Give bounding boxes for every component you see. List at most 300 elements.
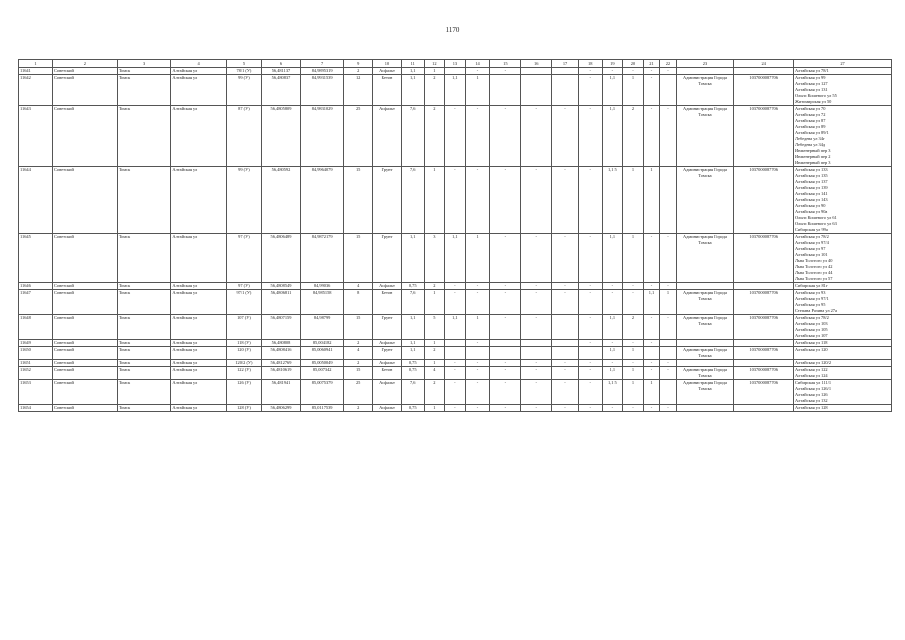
cell-addresses [794, 340, 892, 347]
address-line: Сибирская ул 81г [795, 283, 828, 288]
cell-district: Советский [52, 106, 117, 167]
column-header: 12 [424, 60, 445, 68]
registry-table [18, 59, 892, 412]
cell-c20: 2 [623, 106, 644, 167]
address-line: Житомирская ул 50 [795, 99, 832, 104]
cell-ogrn: 1037000087706 [734, 106, 794, 167]
cell-c12: 2 [424, 347, 445, 360]
cell-c14: 1 [465, 234, 490, 283]
cell-c16 [521, 340, 552, 347]
address-line: Лебедева ул 34г [795, 136, 825, 141]
cell-c21: - [643, 283, 659, 290]
cell-c16: - [521, 283, 552, 290]
cell-c20: - [623, 283, 644, 290]
column-header: 22 [660, 60, 676, 68]
cell-c9: 12 [344, 75, 373, 106]
cell-c9: 2 [344, 360, 373, 367]
cell-c15: - [490, 106, 521, 167]
cell-district: Советский [52, 75, 117, 106]
cell-c12: 1 [424, 360, 445, 367]
table-row [19, 360, 892, 367]
cell-c13 [445, 68, 466, 75]
cell-lon: 85,0075379 [301, 380, 344, 405]
address-line: Сибирская ул 111/1 [795, 380, 832, 385]
cell-c22 [660, 340, 676, 347]
cell-c16: - [521, 380, 552, 405]
cell-surface: Бетон [373, 290, 402, 315]
cell-addresses [794, 290, 892, 315]
cell-c15: - [490, 68, 521, 75]
cell-c20: 1 [623, 380, 644, 405]
cell-c15: - [490, 315, 521, 340]
cell-c11: 1,1 [401, 315, 424, 340]
cell-house: 118 (У) [226, 340, 261, 347]
cell-c15 [490, 75, 521, 106]
cell-c17 [552, 340, 579, 347]
cell-c14: - [465, 106, 490, 167]
address-line: Алтайская ул 126/1 [795, 386, 832, 391]
cell-owner: Администрация Города Томска [676, 167, 734, 234]
address-line: Алтайская ул 127 [795, 81, 828, 86]
column-header: 3 [117, 60, 171, 68]
cell-c13: - [445, 290, 466, 315]
address-line: Алтайская ул 143 [795, 197, 828, 202]
cell-c14: - [465, 405, 490, 412]
column-header: 13 [445, 60, 466, 68]
column-header: 9 [344, 60, 373, 68]
cell-c21: - [643, 106, 659, 167]
cell-house: 120/2 (У) [226, 360, 261, 367]
cell-c12: 3 [424, 234, 445, 283]
cell-c16: - [521, 290, 552, 315]
cell-c14: - [465, 360, 490, 367]
cell-house: 97 (У) [226, 283, 261, 290]
column-header: 20 [623, 60, 644, 68]
cell-c22: - [660, 405, 676, 412]
cell-street: Алтайская ул [171, 340, 227, 347]
cell-city: Томск [117, 405, 171, 412]
cell-id: 11649 [19, 340, 53, 347]
cell-ogrn [734, 283, 794, 290]
address-line: Ольги Кошевого ул 55 [795, 93, 837, 98]
cell-ogrn [734, 340, 794, 347]
cell-c19: 1,1 [602, 315, 623, 340]
cell-c9: 4 [344, 283, 373, 290]
column-header: 1 [19, 60, 53, 68]
cell-c21: - [643, 367, 659, 380]
cell-c18: - [578, 340, 602, 347]
cell-c22: - [660, 283, 676, 290]
cell-c16: - [521, 234, 552, 283]
address-line: Льва Толстого ул 57 [795, 276, 833, 281]
cell-c11: 7,6 [401, 290, 424, 315]
cell-lon: 85,0050049 [301, 360, 344, 367]
cell-c14: - [465, 167, 490, 234]
cell-street: Алтайская ул [171, 290, 227, 315]
cell-c21: - [643, 360, 659, 367]
address-line: Льва Толстого ул 40 [795, 258, 833, 263]
address-line: Алтайская ул 124 [795, 373, 828, 378]
cell-c15: - [490, 380, 521, 405]
cell-c18: - [578, 405, 602, 412]
cell-c13: - [445, 405, 466, 412]
cell-c12: 5 [424, 315, 445, 340]
cell-district: Советский [52, 283, 117, 290]
cell-c14: 1 [465, 315, 490, 340]
cell-c19: - [602, 360, 623, 367]
cell-owner: Администрация Города Томска [676, 106, 734, 167]
cell-lat: 56,4810619 [261, 367, 300, 380]
table-row [19, 405, 892, 412]
address-line: Ольги Кошевого ул 63 [795, 221, 837, 226]
cell-c21: - [643, 234, 659, 283]
cell-id: 11652 [19, 367, 53, 380]
cell-c21: - [643, 75, 659, 106]
cell-c19: - [602, 405, 623, 412]
cell-c9: 8 [344, 290, 373, 315]
cell-c17: - [552, 380, 579, 405]
cell-c20: - [623, 405, 644, 412]
cell-c18: - [578, 106, 602, 167]
column-header: 18 [578, 60, 602, 68]
cell-c20: - [623, 68, 644, 75]
address-line: Алтайская ул 89/1 [795, 130, 829, 135]
address-line: Алтайская ул 95 [795, 302, 826, 307]
address-line: Алтайская ул 118 [795, 340, 828, 345]
address-line: Алтайская ул 78/2 [795, 234, 829, 239]
address-line: Алтайская ул 105 [795, 327, 828, 332]
cell-id: 11642 [19, 75, 53, 106]
address-line: Алтайская ул 137 [795, 179, 828, 184]
cell-addresses [794, 234, 892, 283]
cell-lat: 56,4805809 [261, 106, 300, 167]
cell-c11: 1,1 [401, 68, 424, 75]
cell-c9: 15 [344, 315, 373, 340]
cell-c17: - [552, 367, 579, 380]
cell-c11: 7,6 [401, 106, 424, 167]
cell-owner [676, 283, 734, 290]
cell-surface: Асфальт [373, 68, 402, 75]
cell-house: 78/1 (У) [226, 68, 261, 75]
table-row [19, 283, 892, 290]
cell-c12: 1 [424, 68, 445, 75]
cell-c11: 1,1 [401, 75, 424, 106]
header-row [19, 60, 892, 68]
cell-c22 [660, 380, 676, 405]
cell-c11: 1,1 [401, 234, 424, 283]
cell-c21: 1,1 [643, 290, 659, 315]
cell-c14: - [465, 380, 490, 405]
cell-c11: 0,75 [401, 367, 424, 380]
cell-c17 [552, 68, 579, 75]
cell-c14: - [465, 290, 490, 315]
cell-c20: 1 [623, 367, 644, 380]
cell-c19: 1,1 [602, 106, 623, 167]
cell-id: 11643 [19, 106, 53, 167]
table-row [19, 340, 892, 347]
address-line: Инженерный пер 2 [795, 154, 831, 159]
cell-surface: Асфальт [373, 405, 402, 412]
cell-street: Алтайская ул [171, 360, 227, 367]
cell-c22: - [660, 360, 676, 367]
address-line: Льва Толстого ул 42 [795, 264, 833, 269]
cell-c20: - [623, 290, 644, 315]
cell-c12: 2 [424, 380, 445, 405]
cell-c9: 15 [344, 367, 373, 380]
cell-c18: - [578, 315, 602, 340]
cell-lat: 56,4806489 [261, 234, 300, 283]
cell-c12: 2 [424, 106, 445, 167]
cell-c18: - [578, 360, 602, 367]
cell-lat: 56,4807159 [261, 315, 300, 340]
cell-c9: 15 [344, 234, 373, 283]
cell-c18: - [578, 367, 602, 380]
cell-addresses [794, 367, 892, 380]
cell-ogrn [734, 405, 794, 412]
cell-lat: 56,4812769 [261, 360, 300, 367]
cell-c9: 25 [344, 106, 373, 167]
cell-district: Советский [52, 167, 117, 234]
cell-c17: - [552, 167, 579, 234]
cell-c19: 1,1 5 [602, 380, 623, 405]
cell-c12: 1 [424, 167, 445, 234]
cell-c9: 15 [344, 167, 373, 234]
address-line: Алтайская ул 87 [795, 118, 826, 123]
cell-owner [676, 68, 734, 75]
cell-c21: 1 [643, 380, 659, 405]
table-row [19, 290, 892, 315]
cell-c16 [521, 68, 552, 75]
cell-c13: 1,1 [445, 75, 466, 106]
cell-c12: 1 [424, 405, 445, 412]
cell-lat: 56,4806299 [261, 405, 300, 412]
cell-ogrn: 1037000087706 [734, 234, 794, 283]
cell-owner: Администрация Города Томска [676, 290, 734, 315]
cell-surface: Грунт [373, 234, 402, 283]
cell-c13: 1,1 [445, 315, 466, 340]
cell-district: Советский [52, 68, 117, 75]
cell-c17: - [552, 283, 579, 290]
address-line: Алтайская ул 97/1 [795, 296, 829, 301]
cell-house: 97/1 (У) [226, 290, 261, 315]
cell-c18: - [578, 75, 602, 106]
cell-c11: 7,6 [401, 167, 424, 234]
column-header: 7 [301, 60, 344, 68]
cell-city: Томск [117, 347, 171, 360]
cell-c17: - [552, 106, 579, 167]
cell-city: Томск [117, 340, 171, 347]
cell-c13 [445, 340, 466, 347]
cell-lat: 56,4808549 [261, 283, 300, 290]
address-line: Алтайская ул 131 [795, 87, 828, 92]
address-line: Алтайская ул 128 [795, 405, 828, 410]
cell-c14: - [465, 340, 490, 347]
cell-c22 [660, 167, 676, 234]
address-line: Алтайская ул 132 [795, 398, 828, 403]
column-header: 15 [490, 60, 521, 68]
cell-c15: - [490, 367, 521, 380]
cell-addresses [794, 68, 892, 75]
cell-c15: - [490, 167, 521, 234]
address-line: Алтайская ул 141 [795, 191, 828, 196]
cell-id: 11647 [19, 290, 53, 315]
cell-lon: 85,0060941 [301, 347, 344, 360]
column-header: 17 [552, 60, 579, 68]
cell-c9: 2 [344, 340, 373, 347]
cell-c21: - [643, 68, 659, 75]
cell-c11: 1,1 [401, 340, 424, 347]
cell-addresses [794, 347, 892, 360]
cell-c18: - [578, 380, 602, 405]
address-line: Ольги Кошевого ул 61 [795, 215, 837, 220]
cell-c12: 1 [424, 340, 445, 347]
cell-c20: 1 [623, 234, 644, 283]
cell-street: Алтайская ул [171, 347, 227, 360]
cell-c14: - [465, 367, 490, 380]
table-row [19, 68, 892, 75]
cell-c9: 2 [344, 68, 373, 75]
column-header: 16 [521, 60, 552, 68]
cell-lon: 84,9872179 [301, 234, 344, 283]
cell-surface: Грунт [373, 347, 402, 360]
address-line: Алтайская ул 139 [795, 185, 828, 190]
cell-c19: - [602, 290, 623, 315]
address-line: Алтайская ул 78/1 [795, 68, 829, 73]
cell-district: Советский [52, 380, 117, 405]
address-line: Алтайская ул 93 [795, 290, 826, 295]
table-row [19, 75, 892, 106]
cell-owner: Администрация Города Томска [676, 75, 734, 106]
cell-c20: 1 [623, 347, 644, 360]
address-line: Алтайская ул 101 [795, 252, 828, 257]
cell-house: 126 (У) [226, 380, 261, 405]
cell-c15: - [490, 360, 521, 367]
cell-owner: Администрация Города Томска [676, 347, 734, 360]
cell-c13: 1,1 [445, 234, 466, 283]
cell-c16: - [521, 167, 552, 234]
cell-lon: 85,004182 [301, 340, 344, 347]
cell-c12: 2 [424, 75, 445, 106]
cell-lon: 85,0117539 [301, 405, 344, 412]
cell-lat: 56,481941 [261, 380, 300, 405]
cell-c12: 1 [424, 290, 445, 315]
cell-c22: 1 [660, 290, 676, 315]
cell-id: 11653 [19, 380, 53, 405]
cell-c9: 25 [344, 380, 373, 405]
cell-surface: Асфальт [373, 340, 402, 347]
column-header: 19 [602, 60, 623, 68]
cell-surface: Асфальт [373, 106, 402, 167]
cell-c19: 1,1 [602, 347, 623, 360]
cell-c12: 4 [424, 367, 445, 380]
table-body [19, 60, 892, 412]
cell-street: Алтайская ул [171, 380, 227, 405]
cell-lon: 84,9931539 [301, 75, 344, 106]
cell-street: Алтайская ул [171, 234, 227, 283]
cell-ogrn: 1037000087706 [734, 167, 794, 234]
table-row [19, 167, 892, 234]
cell-c14: - [465, 283, 490, 290]
cell-c16 [521, 347, 552, 360]
address-line: Алтайская ул 90а [795, 209, 828, 214]
cell-district: Советский [52, 315, 117, 340]
cell-c17: - [552, 360, 579, 367]
cell-owner [676, 360, 734, 367]
column-header: 10 [373, 60, 402, 68]
cell-c13: - [445, 367, 466, 380]
cell-c11: 0,75 [401, 405, 424, 412]
cell-c19: 1,1 [602, 367, 623, 380]
cell-lon: 84,985158 [301, 290, 344, 315]
cell-city: Томск [117, 167, 171, 234]
cell-lat: 56,480592 [261, 167, 300, 234]
page-number: 1170 [445, 26, 460, 34]
cell-c20: 2 [623, 315, 644, 340]
cell-c19: - [602, 340, 623, 347]
cell-c15 [490, 347, 521, 360]
cell-district: Советский [52, 234, 117, 283]
cell-c17 [552, 315, 579, 340]
cell-surface: Асфальт [373, 380, 402, 405]
column-header: 27 [794, 60, 892, 68]
cell-c19: 1,1 [602, 234, 623, 283]
cell-c18: - [578, 167, 602, 234]
cell-owner [676, 405, 734, 412]
cell-c15: - [490, 290, 521, 315]
cell-c13 [445, 347, 466, 360]
address-line: Алтайская ул 70 [795, 106, 826, 111]
address-line: Алтайская ул 120 [795, 347, 828, 352]
cell-city: Томск [117, 106, 171, 167]
cell-ogrn [734, 68, 794, 75]
cell-c9: 2 [344, 405, 373, 412]
cell-house: 107 (У) [226, 315, 261, 340]
cell-street: Алтайская ул [171, 405, 227, 412]
cell-c13: - [445, 380, 466, 405]
cell-ogrn: 1037000087706 [734, 347, 794, 360]
cell-addresses [794, 405, 892, 412]
cell-lon: 84,9895319 [301, 68, 344, 75]
cell-c22: - [660, 234, 676, 283]
cell-lat: 56,480837 [261, 75, 300, 106]
address-line: Степана Разина ул 27а [795, 308, 837, 313]
address-line: Льва Толстого ул 44 [795, 270, 833, 275]
cell-c21: - [643, 315, 659, 340]
cell-district: Советский [52, 405, 117, 412]
address-line: Инженерный пер 3 [795, 160, 831, 165]
address-line: Сибирская ул 99а [795, 227, 828, 232]
cell-house: 120 (У) [226, 347, 261, 360]
cell-c19: - [602, 68, 623, 75]
cell-c15: - [490, 234, 521, 283]
column-header: 2 [52, 60, 117, 68]
cell-ogrn: 1037000087706 [734, 75, 794, 106]
cell-district: Советский [52, 347, 117, 360]
cell-c17: - [552, 234, 579, 283]
cell-c16 [521, 75, 552, 106]
cell-c17 [552, 75, 579, 106]
cell-c13: - [445, 167, 466, 234]
cell-id: 11650 [19, 347, 53, 360]
address-line: Алтайская ул 103 [795, 321, 828, 326]
cell-owner: Администрация Города Томска [676, 380, 734, 405]
cell-district: Советский [52, 360, 117, 367]
cell-c20: 1 [623, 75, 644, 106]
cell-c21 [643, 347, 659, 360]
cell-c22: - [660, 315, 676, 340]
cell-lon: 84,9831029 [301, 106, 344, 167]
table-row [19, 380, 892, 405]
